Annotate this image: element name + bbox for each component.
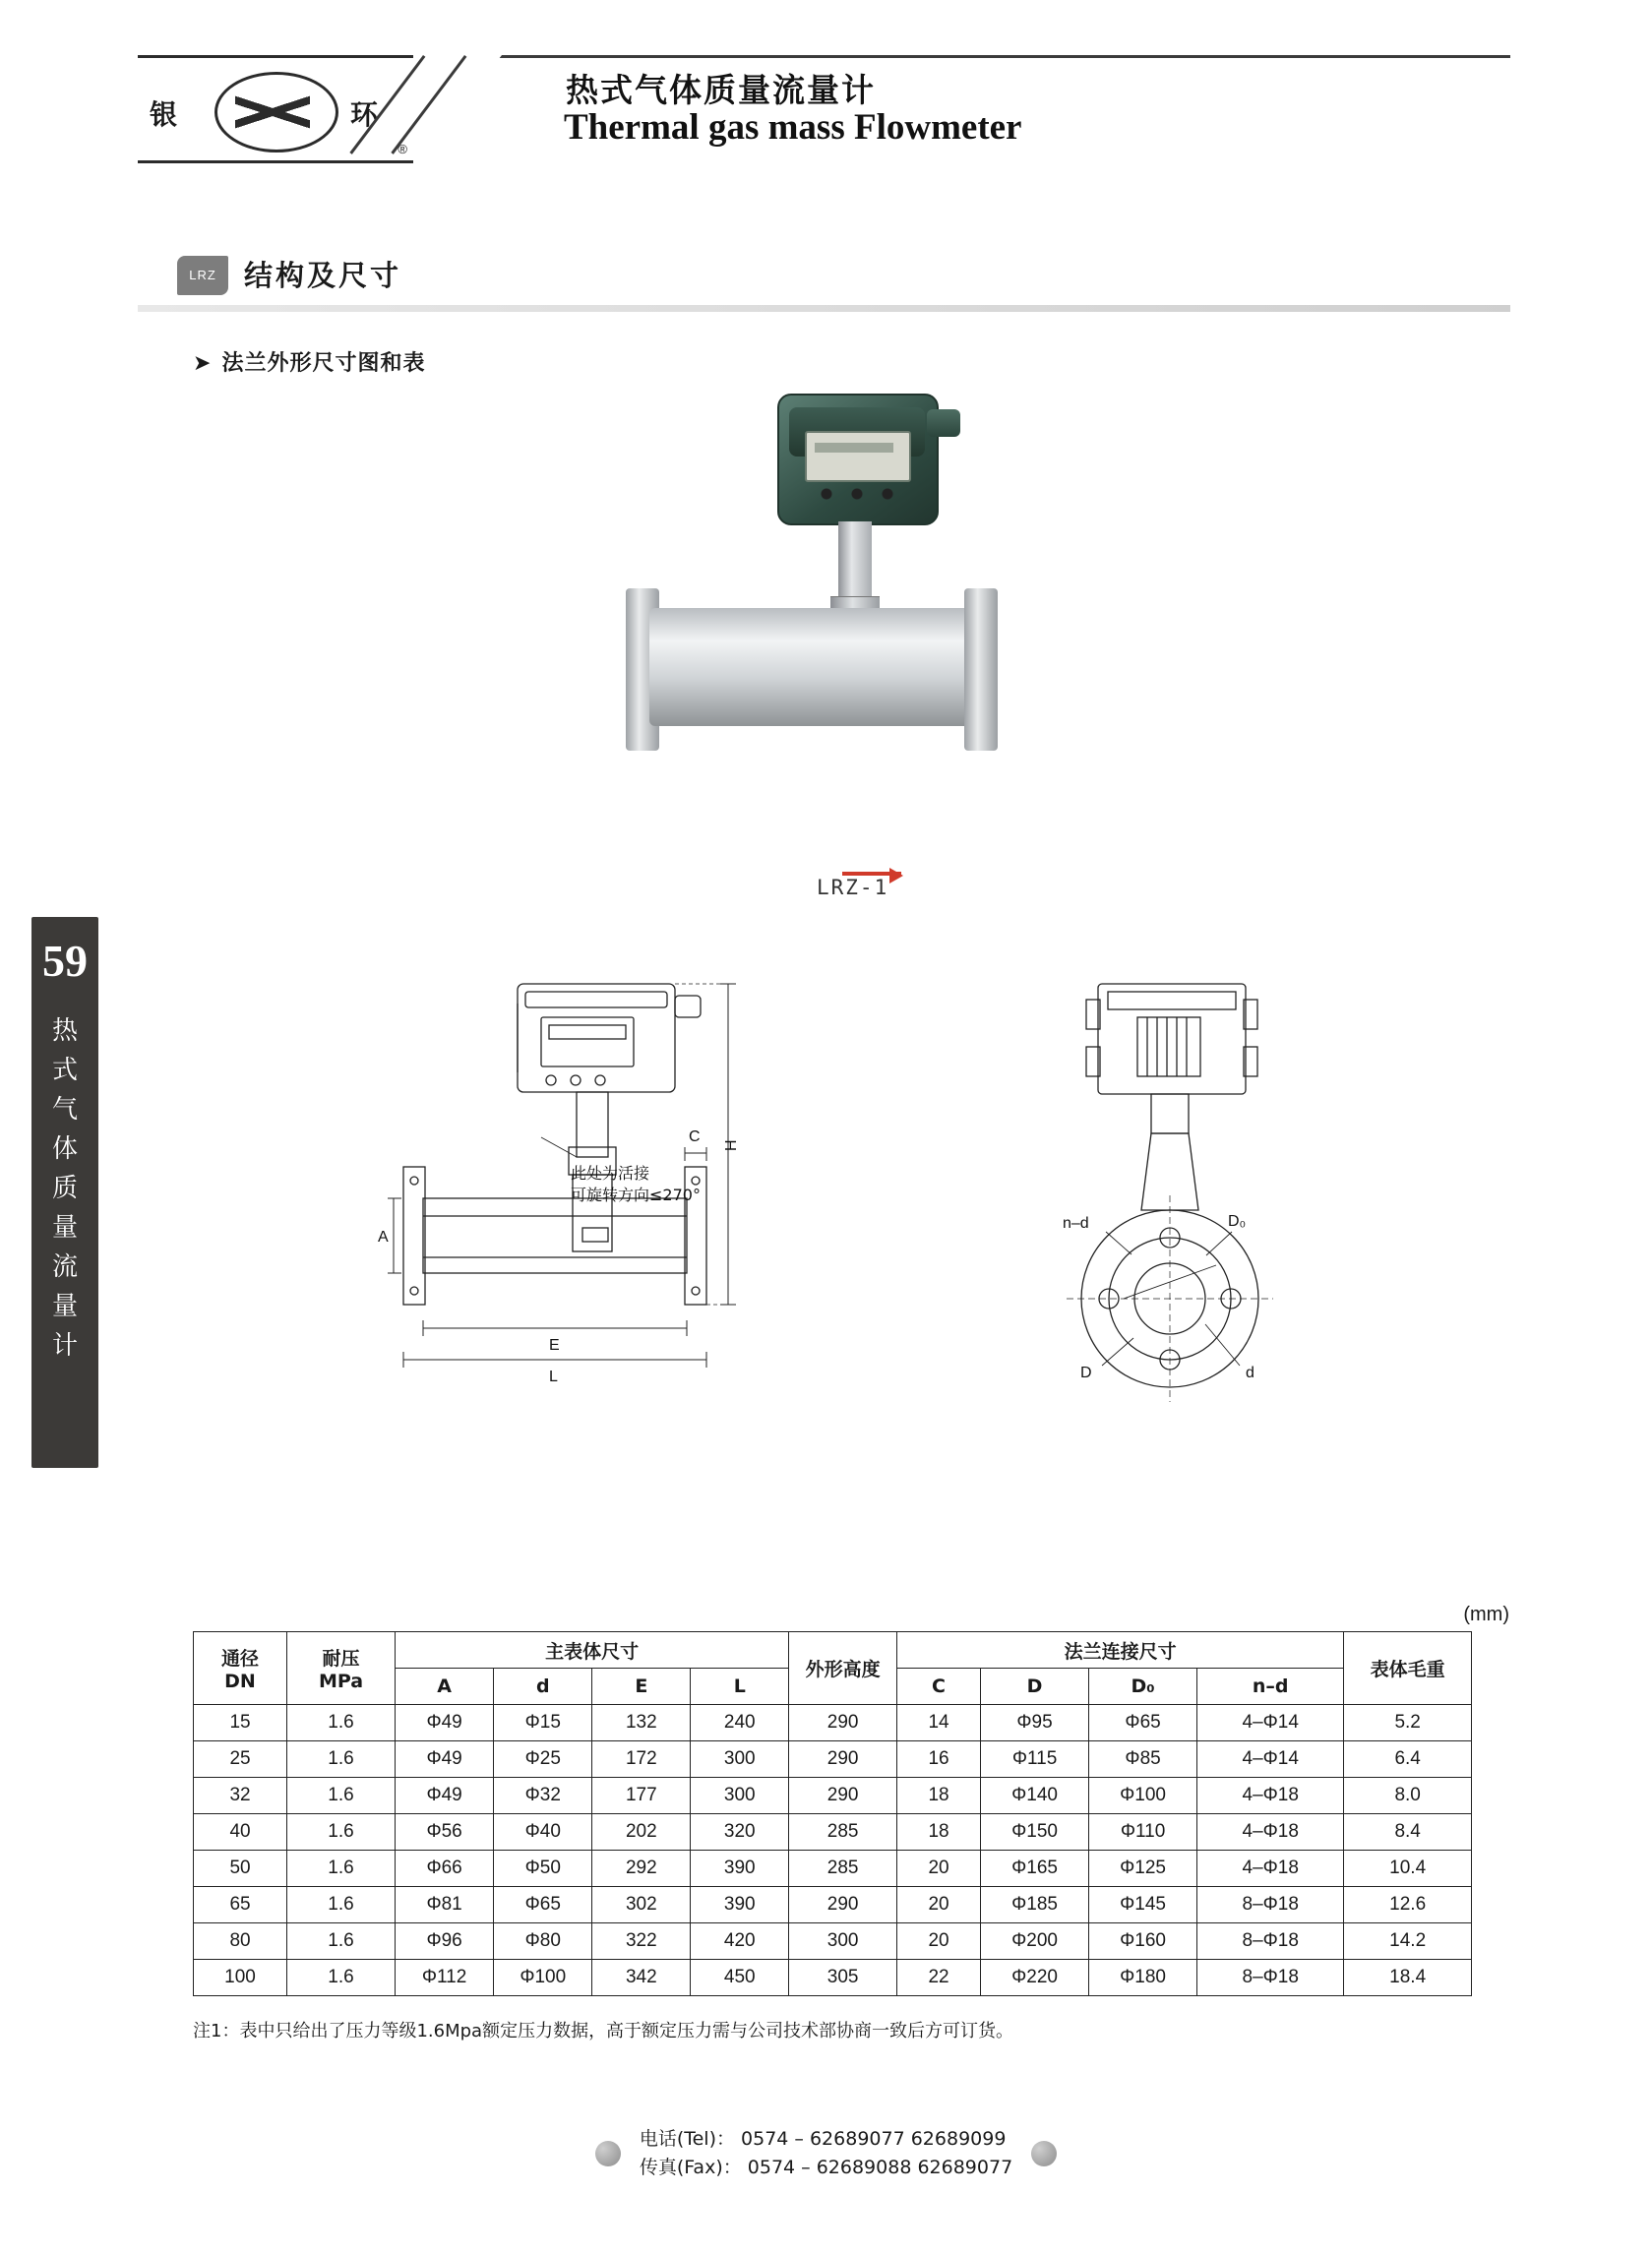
cell-E: 292 xyxy=(592,1851,691,1887)
cell-D0: Φ65 xyxy=(1089,1705,1197,1741)
cell-D: Φ140 xyxy=(981,1778,1089,1814)
cell-dn: 32 xyxy=(194,1778,287,1814)
cell-D: Φ200 xyxy=(981,1923,1089,1960)
registered-trademark-icon: ® xyxy=(398,142,407,156)
cell-dn: 15 xyxy=(194,1705,287,1741)
cell-nd: 4–Φ14 xyxy=(1197,1741,1344,1778)
cell-H: 290 xyxy=(789,1741,897,1778)
footer-contact xyxy=(640,2125,1012,2182)
th-d: d xyxy=(494,1669,592,1705)
table-footnote: 注1：表中只给出了压力等级1.6Mpa额定压力数据，高于额定压力需与公司技术部协商一致后方可订货。 xyxy=(193,2021,1014,2041)
cell-d: Φ40 xyxy=(494,1814,592,1851)
cell-H: 290 xyxy=(789,1705,897,1741)
section-title: 结构及尺寸 xyxy=(244,259,402,292)
meter-body xyxy=(649,608,974,726)
cell-d: Φ25 xyxy=(494,1741,592,1778)
dim-label-D: D xyxy=(1080,1365,1092,1381)
dim-label-nd: n–d xyxy=(1063,1215,1089,1232)
cell-dn: 25 xyxy=(194,1741,287,1778)
cell-kg: 12.6 xyxy=(1344,1887,1472,1923)
th-E: E xyxy=(592,1669,691,1705)
footer-tel: 电话(Tel)： 0574 – 62689077 62689099 xyxy=(639,2128,1007,2150)
table-row xyxy=(194,1705,1472,1741)
cell-A: Φ81 xyxy=(396,1887,494,1923)
cell-kg: 8.0 xyxy=(1344,1778,1472,1814)
table-row xyxy=(194,1851,1472,1887)
dimension-drawing-front-view xyxy=(1004,974,1397,1505)
cell-dn: 100 xyxy=(194,1960,287,1996)
cell-mpa: 1.6 xyxy=(287,1923,396,1960)
table-row xyxy=(194,1960,1472,1996)
th-mpa-line1: 耐压 xyxy=(322,1648,360,1670)
cell-nd: 4–Φ18 xyxy=(1197,1814,1344,1851)
front-view-svg xyxy=(1004,974,1397,1505)
side-tab xyxy=(31,917,98,1468)
dim-label-H: H xyxy=(723,1139,740,1151)
cable-gland-icon xyxy=(927,409,960,437)
cell-A: Φ96 xyxy=(396,1923,494,1960)
cell-A: Φ66 xyxy=(396,1851,494,1887)
side-view-svg xyxy=(378,974,945,1505)
cell-E: 202 xyxy=(592,1814,691,1851)
cell-C: 20 xyxy=(897,1887,981,1923)
page-header xyxy=(138,47,1510,165)
cell-L: 240 xyxy=(691,1705,789,1741)
cell-nd: 4–Φ18 xyxy=(1197,1851,1344,1887)
cell-D: Φ220 xyxy=(981,1960,1089,1996)
product-photo xyxy=(590,384,1043,905)
dimension-table xyxy=(193,1631,1472,1996)
th-mpa-line2: MPa xyxy=(318,1671,364,1692)
cell-D0: Φ85 xyxy=(1089,1741,1197,1778)
cell-H: 290 xyxy=(789,1778,897,1814)
cell-mpa: 1.6 xyxy=(287,1814,396,1851)
cell-nd: 8–Φ18 xyxy=(1197,1960,1344,1996)
th-A: A xyxy=(396,1669,494,1705)
cell-D: Φ95 xyxy=(981,1705,1089,1741)
th-L: L xyxy=(691,1669,789,1705)
cell-L: 320 xyxy=(691,1814,789,1851)
table-row xyxy=(194,1741,1472,1778)
table-row xyxy=(194,1814,1472,1851)
company-logo xyxy=(138,55,413,163)
cell-D0: Φ160 xyxy=(1089,1923,1197,1960)
cell-A: Φ112 xyxy=(396,1960,494,1996)
side-tab-label: 热 式 气 体 质 量 流 量 计 xyxy=(51,1016,78,1361)
cell-d: Φ50 xyxy=(494,1851,592,1887)
lcd-display xyxy=(805,431,911,482)
cell-dn: 65 xyxy=(194,1887,287,1923)
dim-label-C: C xyxy=(689,1128,701,1145)
cell-kg: 18.4 xyxy=(1344,1960,1472,1996)
cell-C: 20 xyxy=(897,1923,981,1960)
photo-caption: LRZ-1 xyxy=(817,876,889,899)
cell-nd: 4–Φ18 xyxy=(1197,1778,1344,1814)
section-divider xyxy=(138,305,1510,312)
table-row xyxy=(194,1923,1472,1960)
cell-mpa: 1.6 xyxy=(287,1778,396,1814)
dim-label-d: d xyxy=(1246,1365,1254,1381)
th-dn-line1: 通径 xyxy=(221,1648,260,1670)
cell-nd: 4–Φ14 xyxy=(1197,1705,1344,1741)
cell-E: 177 xyxy=(592,1778,691,1814)
page-footer xyxy=(0,2125,1652,2182)
rotation-note-line1: 此处为活接 xyxy=(571,1164,650,1183)
cell-kg: 8.4 xyxy=(1344,1814,1472,1851)
cell-mpa: 1.6 xyxy=(287,1741,396,1778)
cell-d: Φ65 xyxy=(494,1887,592,1923)
dimension-drawing-side-view xyxy=(378,974,945,1505)
th-dn-line2: DN xyxy=(224,1671,256,1692)
cell-D0: Φ180 xyxy=(1089,1960,1197,1996)
cell-D0: Φ125 xyxy=(1089,1851,1197,1887)
th-D0: D₀ xyxy=(1089,1669,1197,1705)
logo-char-right: 环 xyxy=(349,98,378,131)
cell-kg: 14.2 xyxy=(1344,1923,1472,1960)
rotation-note xyxy=(571,1163,701,1206)
cell-dn: 50 xyxy=(194,1851,287,1887)
th-dn xyxy=(194,1632,287,1705)
footer-dot-right-icon xyxy=(1031,2141,1057,2166)
cell-E: 342 xyxy=(592,1960,691,1996)
cell-d: Φ32 xyxy=(494,1778,592,1814)
th-main-body: 主表体尺寸 xyxy=(396,1632,789,1669)
cell-kg: 10.4 xyxy=(1344,1851,1472,1887)
cell-L: 420 xyxy=(691,1923,789,1960)
cell-H: 305 xyxy=(789,1960,897,1996)
cell-D: Φ165 xyxy=(981,1851,1089,1887)
cell-C: 14 xyxy=(897,1705,981,1741)
logo-char-left: 银 xyxy=(150,98,178,131)
cell-C: 16 xyxy=(897,1741,981,1778)
neck-tube xyxy=(838,521,872,608)
cell-kg: 6.4 xyxy=(1344,1741,1472,1778)
dim-label-D0: D₀ xyxy=(1228,1213,1247,1230)
cell-mpa: 1.6 xyxy=(287,1705,396,1741)
cell-D0: Φ110 xyxy=(1089,1814,1197,1851)
transmitter-head-image xyxy=(777,394,939,525)
th-mpa xyxy=(287,1632,396,1705)
cell-kg: 5.2 xyxy=(1344,1705,1472,1741)
cell-E: 322 xyxy=(592,1923,691,1960)
page-title-cn: 热式气体质量流量计 xyxy=(566,71,876,109)
flange-right xyxy=(964,588,998,751)
footer-fax: 传真(Fax)： 0574 – 62689088 62689077 xyxy=(639,2157,1013,2178)
cell-C: 22 xyxy=(897,1960,981,1996)
cell-d: Φ15 xyxy=(494,1705,592,1741)
cell-nd: 8–Φ18 xyxy=(1197,1923,1344,1960)
cell-mpa: 1.6 xyxy=(287,1887,396,1923)
cell-L: 300 xyxy=(691,1741,789,1778)
cell-d: Φ80 xyxy=(494,1923,592,1960)
cell-D0: Φ145 xyxy=(1089,1887,1197,1923)
section-badge: LRZ xyxy=(177,256,228,295)
keypad-buttons-icon xyxy=(815,486,899,502)
cell-E: 302 xyxy=(592,1887,691,1923)
subsection-heading xyxy=(193,346,425,377)
cell-A: Φ56 xyxy=(396,1814,494,1851)
table-unit-label: (mm) xyxy=(1463,1604,1509,1625)
cell-D0: Φ100 xyxy=(1089,1778,1197,1814)
cell-D: Φ185 xyxy=(981,1887,1089,1923)
cell-nd: 8–Φ18 xyxy=(1197,1887,1344,1923)
table-row xyxy=(194,1778,1472,1814)
table-row xyxy=(194,1887,1472,1923)
cell-dn: 40 xyxy=(194,1814,287,1851)
cell-H: 285 xyxy=(789,1814,897,1851)
dim-label-E: E xyxy=(549,1337,560,1354)
cell-C: 18 xyxy=(897,1778,981,1814)
cell-D: Φ150 xyxy=(981,1814,1089,1851)
cell-A: Φ49 xyxy=(396,1778,494,1814)
cell-H: 285 xyxy=(789,1851,897,1887)
logo-mark-icon xyxy=(214,72,338,152)
footer-dot-left-icon xyxy=(595,2141,621,2166)
cell-A: Φ49 xyxy=(396,1741,494,1778)
subsection-title: 法兰外形尺寸图和表 xyxy=(221,351,426,376)
th-weight: 表体毛重 xyxy=(1344,1632,1472,1705)
cell-dn: 80 xyxy=(194,1923,287,1960)
cell-C: 20 xyxy=(897,1851,981,1887)
cell-L: 390 xyxy=(691,1887,789,1923)
cell-L: 390 xyxy=(691,1851,789,1887)
title-band-diagonal-icon xyxy=(423,55,541,157)
cell-C: 18 xyxy=(897,1814,981,1851)
rotation-note-line2: 可旋转方向≤270° xyxy=(571,1186,701,1204)
table-header-row-1 xyxy=(194,1632,1472,1669)
dim-label-A: A xyxy=(378,1229,389,1246)
cell-d: Φ100 xyxy=(494,1960,592,1996)
cell-E: 172 xyxy=(592,1741,691,1778)
cell-H: 290 xyxy=(789,1887,897,1923)
th-nd: n–d xyxy=(1197,1669,1344,1705)
cell-D: Φ115 xyxy=(981,1741,1089,1778)
dim-label-L: L xyxy=(549,1369,558,1385)
cell-A: Φ49 xyxy=(396,1705,494,1741)
th-C: C xyxy=(897,1669,981,1705)
cell-H: 300 xyxy=(789,1923,897,1960)
cell-E: 132 xyxy=(592,1705,691,1741)
section-heading xyxy=(138,254,1510,313)
page-number: 59 xyxy=(42,936,88,986)
th-height: 外形高度 xyxy=(789,1632,897,1705)
cell-mpa: 1.6 xyxy=(287,1960,396,1996)
th-flange: 法兰连接尺寸 xyxy=(897,1632,1344,1669)
page-title-en: Thermal gas mass Flowmeter xyxy=(564,107,1022,148)
title-band xyxy=(423,55,1510,157)
th-D: D xyxy=(981,1669,1089,1705)
cell-L: 300 xyxy=(691,1778,789,1814)
cell-L: 450 xyxy=(691,1960,789,1996)
arrow-icon: ➤ xyxy=(193,351,213,376)
cell-mpa: 1.6 xyxy=(287,1851,396,1887)
